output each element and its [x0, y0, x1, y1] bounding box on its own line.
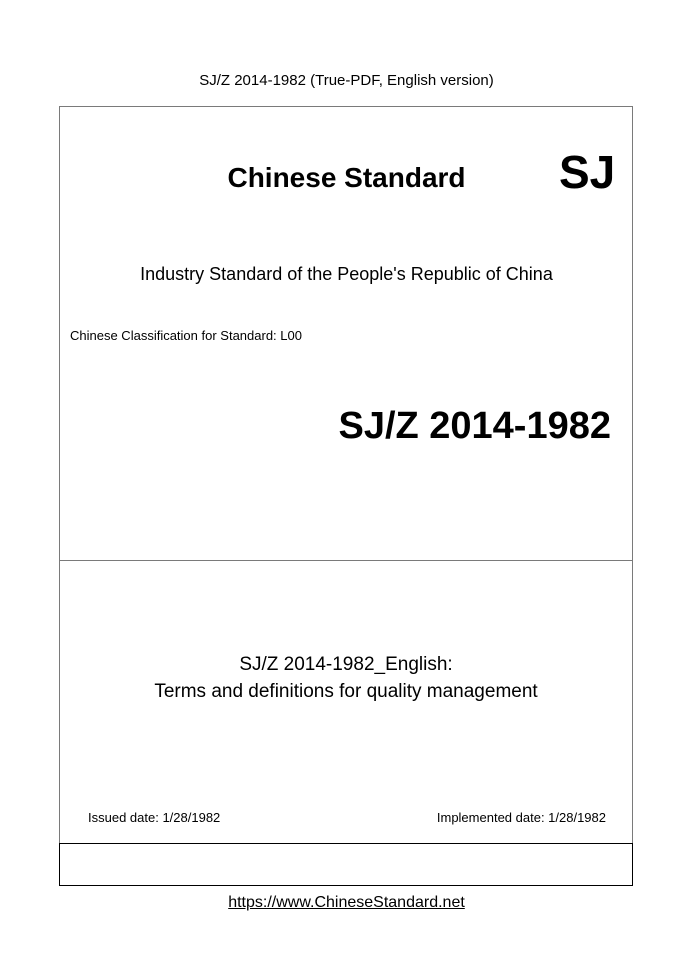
footer [0, 894, 693, 912]
issued-date: Issued date: 1/28/1982 [88, 810, 221, 825]
document-title [59, 651, 633, 705]
cover-bottom-box [59, 843, 633, 886]
classification-line: Chinese Classification for Standard: L00 [70, 328, 302, 343]
cover-title-text: Chinese Standard [227, 162, 466, 193]
document-title-line2: Terms and definitions for quality management [154, 681, 538, 702]
implemented-date: Implemented date: 1/28/1982 [436, 810, 606, 825]
website-link[interactable]: https://www.ChineseStandard.net [228, 894, 465, 911]
standard-code: SJ [559, 146, 616, 198]
document-title-line1: SJ/Z 2014-1982_English: [239, 654, 453, 675]
industry-line: Industry Standard of the People's Republic of China [140, 264, 553, 284]
standard-number: SJ/Z 2014-1982 [338, 405, 611, 447]
page-header: SJ/Z 2014-1982 (True-PDF, English version) [199, 72, 494, 89]
